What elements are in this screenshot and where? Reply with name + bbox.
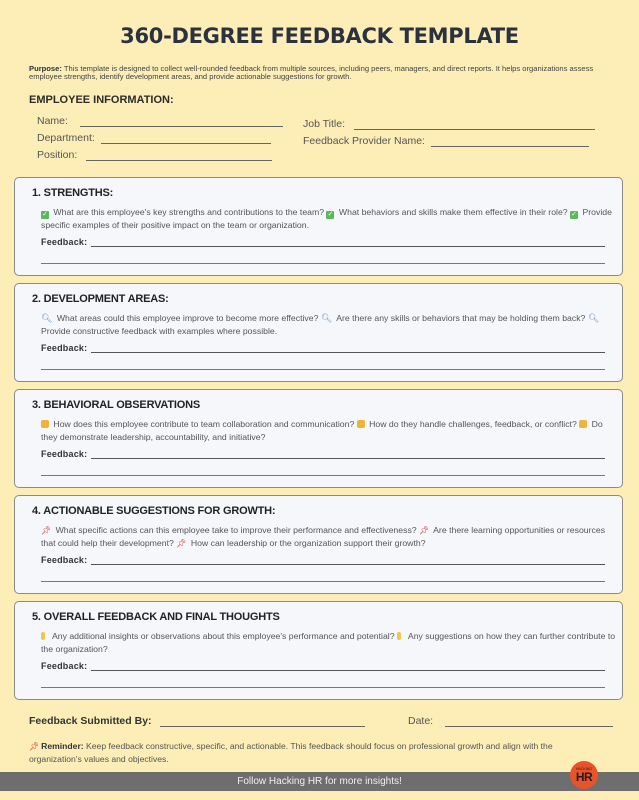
footer-bar — [0, 772, 639, 791]
job-title-field[interactable] — [303, 118, 595, 130]
pushpin-icon: 📌︎ — [419, 526, 430, 535]
name-field[interactable] — [37, 115, 283, 127]
reminder-note — [29, 740, 604, 765]
pushpin-icon: 📌︎ — [41, 526, 52, 535]
submitted-by-field[interactable] — [29, 715, 365, 727]
section-behavioral-observations — [14, 389, 623, 488]
handshake-icon — [579, 420, 587, 428]
logo-small-text: HACKING — [576, 767, 592, 771]
section-strengths — [14, 177, 623, 276]
feedback-row[interactable] — [41, 237, 605, 247]
logo-big-text: HR — [575, 770, 593, 784]
name-label: Name: — [37, 115, 68, 127]
magnifier-icon: 🔍︎ — [587, 313, 600, 323]
purpose-label: Purpose: — [29, 64, 62, 73]
feedback-row[interactable] — [41, 661, 605, 671]
submitted-by-label: Feedback Submitted By: — [29, 715, 152, 727]
lightbulb-icon — [397, 632, 401, 640]
feedback-input-line-2[interactable] — [41, 369, 605, 370]
job-title-input-line[interactable] — [354, 119, 595, 130]
provider-input-line[interactable] — [431, 136, 589, 147]
feedback-row[interactable] — [41, 449, 605, 459]
question: Any additional insights or observations about this employee's performance and potential? — [51, 631, 395, 641]
check-icon: ✓ — [571, 211, 577, 218]
section-title: 4. ACTIONABLE SUGGESTIONS FOR GROWTH: — [32, 505, 276, 517]
question: What areas could this employee improve to become more effective? — [56, 313, 319, 323]
section-overall-feedback — [14, 601, 623, 700]
position-field[interactable] — [37, 149, 272, 161]
provider-field[interactable] — [303, 135, 589, 147]
date-input-line[interactable] — [445, 716, 613, 727]
section-title: 1. STRENGTHS: — [32, 187, 114, 199]
department-label: Department: — [37, 132, 95, 144]
lightbulb-icon — [41, 632, 45, 640]
date-label: Date: — [408, 715, 434, 727]
section-development-areas — [14, 283, 623, 382]
job-title-label: Job Title: — [303, 118, 346, 130]
handshake-icon — [41, 420, 49, 428]
section-questions — [41, 312, 616, 338]
feedback-input-line[interactable] — [91, 555, 605, 565]
purpose-text — [29, 65, 619, 82]
department-field[interactable] — [37, 132, 271, 144]
magnifier-icon: 🔍︎ — [320, 313, 333, 323]
section-questions — [41, 206, 616, 232]
feedback-label: Feedback: — [41, 237, 88, 247]
date-field[interactable] — [408, 715, 613, 727]
feedback-input-line-2[interactable] — [41, 581, 605, 582]
submitted-by-input-line[interactable] — [160, 716, 365, 727]
follow-text: Follow Hacking HR for more insights! — [237, 776, 402, 787]
question: Do they demonstrate leadership, accountability, and initiative? — [41, 419, 603, 442]
feedback-input-line-2[interactable] — [41, 687, 605, 688]
question: Are there any skills or behaviors that may be holding them back? — [336, 313, 586, 323]
section-questions — [41, 418, 616, 444]
section-title: 3. BEHAVIORAL OBSERVATIONS — [32, 399, 200, 411]
question: Are there learning opportunities or resources that could help their development? — [41, 525, 606, 548]
feedback-label: Feedback: — [41, 343, 88, 353]
section-title: 5. OVERALL FEEDBACK AND FINAL THOUGHTS — [32, 611, 280, 623]
question: What specific actions can this employee take to improve their performance and effectiveness? — [55, 525, 417, 535]
feedback-input-line-2[interactable] — [41, 263, 605, 264]
hacking-hr-logo — [570, 761, 598, 789]
question: Provide constructive feedback with examples where possible. — [41, 326, 278, 336]
provider-label: Feedback Provider Name: — [303, 135, 425, 147]
section-questions — [41, 630, 616, 656]
magnifier-icon: 🔍︎ — [41, 313, 53, 323]
section-title: 2. DEVELOPMENT AREAS: — [32, 293, 169, 305]
feedback-input-line-2[interactable] — [41, 475, 605, 476]
reminder-label: Reminder: — [41, 741, 84, 751]
department-input-line[interactable] — [101, 133, 271, 144]
feedback-label: Feedback: — [41, 661, 88, 671]
question: How does this employee contribute to team collaboration and communication? — [53, 419, 355, 429]
pushpin-icon: 📌︎ — [176, 539, 187, 548]
feedback-row[interactable] — [41, 343, 605, 353]
page-title: 360-DEGREE FEEDBACK TEMPLATE — [120, 24, 519, 48]
check-icon: ✓ — [42, 211, 48, 218]
feedback-input-line[interactable] — [91, 343, 605, 353]
feedback-label: Feedback: — [41, 449, 88, 459]
question: Provide specific examples of their positive impact on the team or organization. — [41, 207, 612, 230]
question: How can leadership or the organization support their growth? — [190, 538, 426, 548]
question: What behaviors and skills make them effective in their role? — [338, 207, 568, 217]
feedback-row[interactable] — [41, 555, 605, 565]
pushpin-icon: 📌︎ — [29, 742, 40, 751]
reminder-text: Keep feedback constructive, specific, and actionable. This feedback should focus on professional growth and align with the organization's values and objectives. — [29, 741, 553, 764]
name-input-line[interactable] — [80, 116, 283, 127]
check-icon: ✓ — [327, 211, 334, 218]
feedback-input-line[interactable] — [91, 449, 605, 459]
question: How do they handle challenges, feedback, or conflict? — [369, 419, 577, 429]
position-label: Position: — [37, 149, 78, 161]
feedback-input-line[interactable] — [91, 237, 605, 247]
employee-info-heading: EMPLOYEE INFORMATION: — [29, 94, 174, 106]
section-actionable-suggestions — [14, 495, 623, 594]
question: Any suggestions on how they can further contribute to the organization? — [41, 631, 616, 654]
handshake-icon — [357, 420, 365, 428]
question: What are this employee's key strengths and contributions to the team? — [53, 207, 325, 217]
section-questions — [41, 524, 616, 550]
position-input-line[interactable] — [86, 150, 272, 161]
feedback-label: Feedback: — [41, 555, 88, 565]
feedback-input-line[interactable] — [91, 661, 605, 671]
purpose-body: This template is designed to collect well-rounded feedback from multiple sources, including peers, managers, and direct reports. It helps organizations assess employee strengths, identify development areas, and provide actionable suggestions for growth. — [29, 64, 594, 82]
